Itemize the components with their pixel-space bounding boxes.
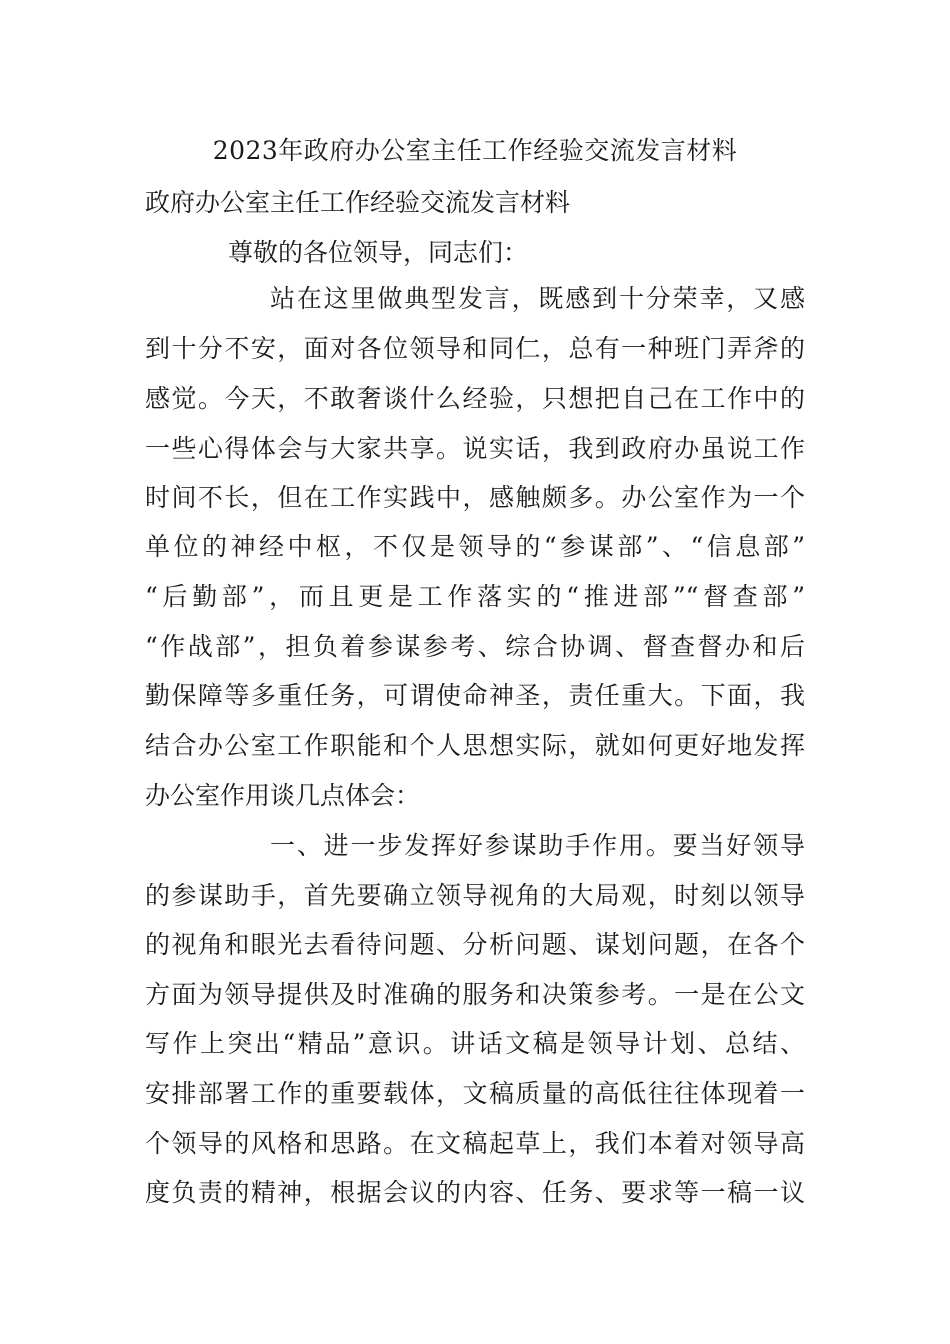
paragraph-line: 感觉。今天，不敢奢谈什么经验，只想把自己在工作中的	[145, 384, 805, 413]
paragraph-line: 的视角和眼光去看待问题、分析问题、谋划问题，在各个	[145, 930, 805, 959]
paragraph-line: 度负责的精神，根据会议的内容、任务、要求等一稿一议	[145, 1178, 805, 1207]
paragraph-line: “后勤部”，而且更是工作落实的“推进部”“督查部”	[145, 582, 805, 611]
paragraph-line: 安排部署工作的重要载体，文稿质量的高低往往体现着一	[145, 1079, 805, 1108]
paragraph-line: 一、进一步发挥好参谋助手作用。要当好领导	[270, 831, 805, 860]
paragraph-line: “作战部”，担负着参谋参考、综合协调、督查督办和后	[145, 632, 805, 661]
salutation: 尊敬的各位领导，同志们：	[228, 238, 529, 267]
paragraph-line: 个领导的风格和思路。在文稿起草上，我们本着对领导高	[145, 1129, 805, 1158]
paragraph-line: 站在这里做典型发言，既感到十分荣幸，又感	[270, 284, 805, 313]
document-title: 2023年政府办公室主任工作经验交流发言材料	[212, 136, 738, 165]
paragraph-line: 单位的神经中枢，不仅是领导的“参谋部”、“信息部”	[145, 532, 805, 561]
paragraph-line: 方面为领导提供及时准确的服务和决策参考。一是在公文	[145, 980, 805, 1009]
document-subtitle: 政府办公室主任工作经验交流发言材料	[145, 188, 571, 217]
paragraph-line: 的参谋助手，首先要确立领导视角的大局观，时刻以领导	[145, 881, 805, 910]
paragraph-line: 写作上突出“精品”意识。讲话文稿是领导计划、总结、	[145, 1029, 805, 1058]
paragraph-line: 结合办公室工作职能和个人思想实际，就如何更好地发挥	[145, 731, 805, 760]
paragraph-line: 时间不长，但在工作实践中，感触颇多。办公室作为一个	[145, 483, 805, 512]
paragraph-line: 到十分不安，面对各位领导和同仁，总有一种班门弄斧的	[145, 334, 805, 363]
paragraph-line: 勤保障等多重任务，可谓使命神圣，责任重大。下面，我	[145, 681, 805, 710]
paragraph-line: 一些心得体会与大家共享。说实话，我到政府办虽说工作	[145, 434, 805, 463]
paragraph-line: 办公室作用谈几点体会：	[145, 781, 421, 810]
